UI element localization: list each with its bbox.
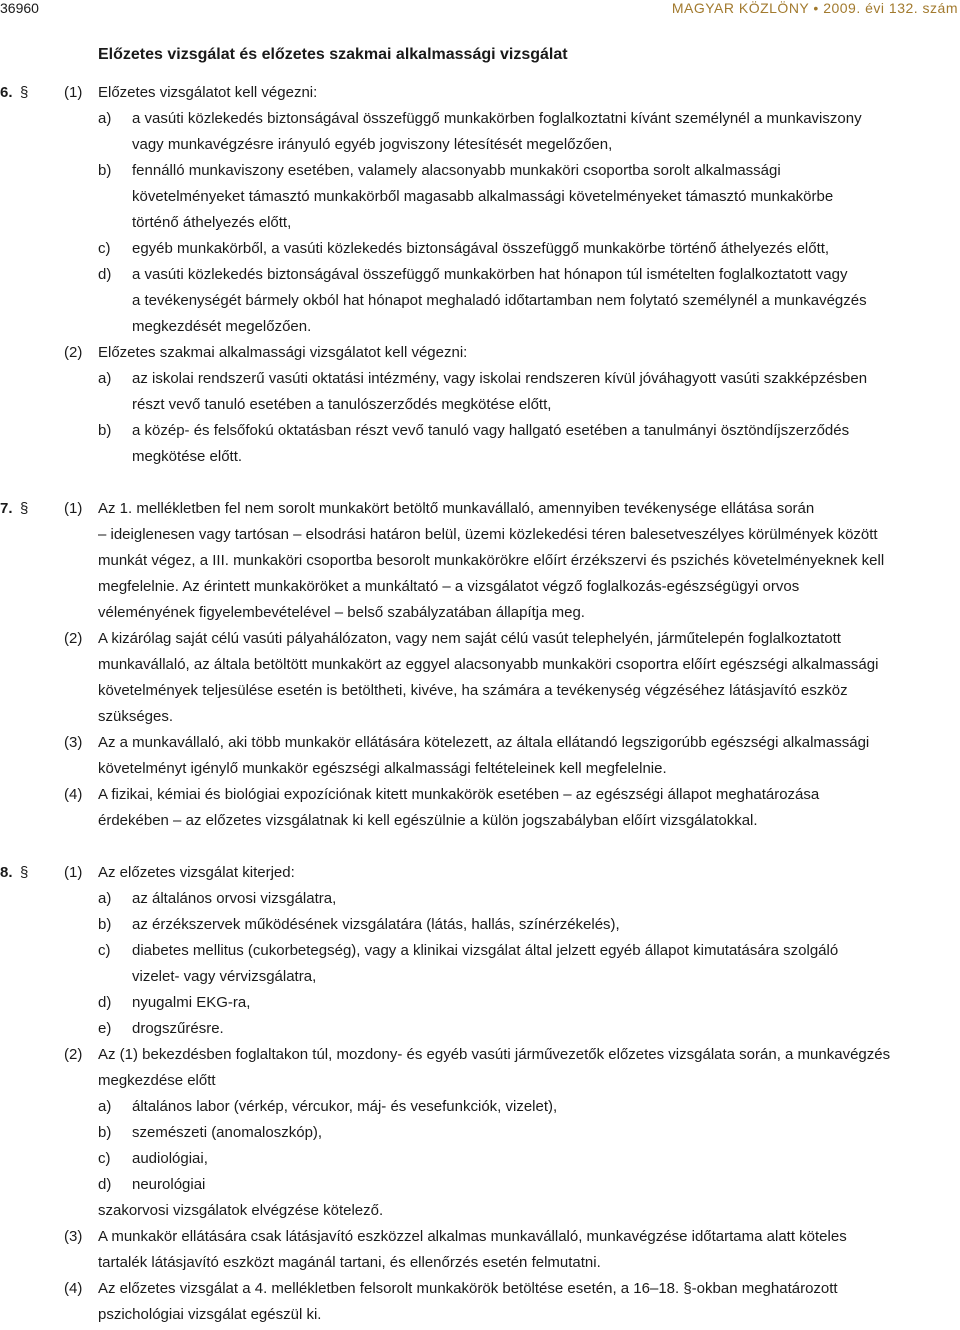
text-line	[0, 186, 960, 208]
paragraph-text: drogszűrésre.	[132, 1020, 224, 1037]
text-line	[0, 524, 960, 546]
point-label: c)	[98, 240, 111, 257]
section-number: 7.	[0, 500, 13, 517]
text-line	[0, 810, 960, 832]
text-line	[0, 420, 960, 442]
paragraph-text: az általános orvosi vizsgálatra,	[132, 890, 337, 907]
paragraph-number: (4)	[64, 1280, 83, 1297]
paragraph-text: véleményének figyelembevételével – belső szabályzatában állapítja meg.	[98, 604, 585, 621]
section-symbol: §	[20, 864, 29, 881]
paragraph-text: követelményeket támasztó munkakörből magasabb alkalmassági követelményeket támasztó munkakörbe	[132, 188, 834, 205]
paragraph-text: egyéb munkakörből, a vasúti közlekedés biztonságával összefüggő munkakörbe történő áthelyezés előtt,	[132, 240, 830, 257]
point-label: a)	[98, 110, 112, 127]
point-label: b)	[98, 1124, 112, 1141]
paragraph-text: A kizárólag saját célú vasúti pályahálózaton, vagy nem saját célú vasút telephelyén, járműtelepén foglalkoztatott	[98, 630, 841, 647]
paragraph-text: Előzetes szakmai alkalmassági vizsgálatot kell végezni:	[98, 344, 468, 361]
text-line	[0, 290, 960, 312]
text-line	[0, 680, 960, 702]
paragraph-text: megfelelnie. Az érintett munkaköröket a munkáltató – a vizsgálatot végző foglalkozás-egészségügyi orvos	[98, 578, 800, 595]
text-line	[0, 940, 960, 962]
paragraph-text: a vasúti közlekedés biztonságával összefüggő munkakörben hat hónapon túl ismételten foglalkoztatott vagy	[132, 266, 848, 283]
paragraph-text: audiológiai,	[132, 1150, 208, 1167]
text-line	[0, 394, 960, 416]
text-line	[0, 1044, 960, 1066]
text-line	[0, 1096, 960, 1118]
paragraph-text: a vasúti közlekedés biztonságával összefüggő munkakörben foglalkoztatni kívánt személynél a munkaviszony	[132, 110, 862, 127]
text-line	[0, 992, 960, 1014]
text-line	[0, 498, 960, 520]
text-line	[0, 706, 960, 728]
text-line	[0, 1252, 960, 1274]
point-label: d)	[98, 1176, 112, 1193]
section-title: Előzetes vizsgálat és előzetes szakmai alkalmassági vizsgálat	[98, 46, 568, 63]
text-line	[0, 732, 960, 754]
paragraph-text: pszichológiai vizsgálat egészül ki.	[98, 1306, 322, 1323]
text-line	[0, 134, 960, 156]
journal-title: MAGYAR KÖZLÖNY • 2009. évi 132. szám	[671, 0, 958, 16]
paragraph-text: Előzetes vizsgálatot kell végezni:	[98, 84, 318, 101]
text-line	[0, 108, 960, 130]
paragraph-number: (2)	[64, 344, 83, 361]
text-line	[0, 82, 960, 104]
paragraph-text: követelményt igénylő munkakör egészségi alkalmassági feltételeinek kell megfelelnie.	[98, 760, 667, 777]
point-label: b)	[98, 162, 112, 179]
paragraph-text: munkát végez, a III. munkaköri csoportba besorolt munkakörökre előírt érzékszervi és pszichés követelményeknek kell	[98, 552, 885, 569]
paragraph-number: (1)	[64, 84, 83, 101]
text-line	[0, 966, 960, 988]
section-symbol: §	[20, 84, 29, 101]
paragraph-text: a tevékenységét bármely okból hat hónapot meghaladó időtartamban nem folytató személynél a munkavégzés	[132, 292, 867, 309]
text-line	[0, 1148, 960, 1170]
text-line	[0, 446, 960, 468]
text-line	[0, 1226, 960, 1248]
section-number: 6.	[0, 84, 13, 101]
point-label: b)	[98, 916, 112, 933]
text-line	[0, 576, 960, 598]
text-line	[0, 654, 960, 676]
paragraph-text: érdekében – az előzetes vizsgálatnak ki kell egészülnie a külön jogszabályban előírt vizsgálatokkal.	[98, 812, 758, 829]
point-label: d)	[98, 266, 112, 283]
paragraph-number: (3)	[64, 1228, 83, 1245]
paragraph-text: Az (1) bekezdésben foglaltakon túl, mozdony- és egyéb vasúti járművezetők előzetes vizsgálata során, a munkavégzés	[98, 1046, 891, 1063]
text-line	[0, 316, 960, 338]
paragraph-text: általános labor (vérkép, vércukor, máj- és vesefunkciók, vizelet),	[132, 1098, 558, 1115]
text-line	[0, 550, 960, 572]
paragraph-text: megkezdése előtt	[98, 1072, 216, 1089]
point-label: b)	[98, 422, 112, 439]
text-line	[0, 238, 960, 260]
paragraph-number: (3)	[64, 734, 83, 751]
text-line	[0, 862, 960, 884]
paragraph-number: (1)	[64, 864, 83, 881]
text-line	[0, 1304, 960, 1326]
page-header	[0, 0, 960, 20]
point-label: d)	[98, 994, 112, 1011]
text-line	[0, 602, 960, 624]
paragraph-text: megkötése előtt.	[132, 448, 243, 465]
paragraph-text: szakorvosi vizsgálatok elvégzése kötelező.	[98, 1202, 384, 1219]
text-line	[0, 914, 960, 936]
paragraph-text: részt vevő tanuló esetében a tanulószerződés megkötése előtt,	[132, 396, 552, 413]
section-symbol: §	[20, 500, 29, 517]
text-line	[0, 160, 960, 182]
text-line	[0, 758, 960, 780]
paragraph-text: munkavállaló, az általa betöltött munkakört az eggyel alacsonyabb munkaköri csoportra előírt egészségi alkalmassági	[98, 656, 879, 673]
paragraph-text: vizelet- vagy vérvizsgálatra,	[132, 968, 317, 985]
paragraph-text: vagy munkavégzésre irányuló egyéb jogviszony létesítését megelőzően,	[132, 136, 613, 153]
paragraph-number: (2)	[64, 630, 83, 647]
page-number: 36960	[0, 0, 39, 16]
text-line	[0, 212, 960, 234]
text-line	[0, 342, 960, 364]
paragraph-text: szemészeti (anomaloszkóp),	[132, 1124, 323, 1141]
paragraph-number: (2)	[64, 1046, 83, 1063]
paragraph-text: az érzékszervek működésének vizsgálatára (látás, hallás, színérzékelés),	[132, 916, 620, 933]
text-line	[0, 1174, 960, 1196]
paragraph-text: tartalék látásjavító eszközt magánál tartani, és ellenőrzés esetén felmutatni.	[98, 1254, 601, 1271]
text-line	[0, 888, 960, 910]
paragraph-text: az iskolai rendszerű vasúti oktatási intézmény, vagy iskolai rendszeren kívül jóváhagyott vasúti szakképzésben	[132, 370, 868, 387]
paragraph-text: történő áthelyezés előtt,	[132, 214, 292, 231]
paragraph-text: A munkakör ellátására csak látásjavító eszközzel alkalmas munkavállaló, munkavégzése időtartama alatt köteles	[98, 1228, 847, 1245]
point-label: c)	[98, 1150, 111, 1167]
point-label: c)	[98, 942, 111, 959]
paragraph-text: szükséges.	[98, 708, 174, 725]
section-number: 8.	[0, 864, 13, 881]
text-line	[0, 628, 960, 650]
paragraph-number: (1)	[64, 500, 83, 517]
point-label: a)	[98, 1098, 112, 1115]
paragraph-text: a közép- és felsőfokú oktatásban részt vevő tanuló vagy hallgató esetében a tanulmányi ösztöndíjszerződés	[132, 422, 850, 439]
paragraph-text: neurológiai	[132, 1176, 206, 1193]
text-line	[0, 1122, 960, 1144]
text-line	[0, 1278, 960, 1300]
paragraph-text: Az előzetes vizsgálat a 4. mellékletben felsorolt munkakörök betöltése esetén, a 16–18. §-okban meghatározott	[98, 1280, 838, 1297]
point-label: a)	[98, 370, 112, 387]
text-line	[0, 368, 960, 390]
text-line	[0, 1018, 960, 1040]
paragraph-text: fennálló munkaviszony esetében, valamely alacsonyabb munkaköri csoportba sorolt alkalmassági	[132, 162, 781, 179]
paragraph-text: Az 1. mellékletben fel nem sorolt munkakört betöltő munkavállaló, amennyiben tevékenysége ellátása során	[98, 500, 815, 517]
paragraph-text: A fizikai, kémiai és biológiai expozíciónak kitett munkakörök esetében – az egészségi állapot meghatározása	[98, 786, 820, 803]
paragraph-text: Az a munkavállaló, aki több munkakör ellátására kötelezett, az általa ellátandó legszigorúbb egészségi alkalmassági	[98, 734, 870, 751]
point-label: a)	[98, 890, 112, 907]
text-line	[0, 264, 960, 286]
paragraph-number: (4)	[64, 786, 83, 803]
paragraph-text: nyugalmi EKG-ra,	[132, 994, 251, 1011]
paragraph-text: követelmények teljesülése esetén is betöltheti, kivéve, ha számára a tevékenység végzéséhez látásjavító eszköz	[98, 682, 848, 699]
text-line	[0, 1070, 960, 1092]
paragraph-text: megkezdését megelőzően.	[132, 318, 312, 335]
point-label: e)	[98, 1020, 112, 1037]
paragraph-text: – ideiglenesen vagy tartósan – elsodrási határon belül, üzemi közlekedési téren balesetveszélyes körülmények között	[98, 526, 878, 543]
text-line	[0, 784, 960, 806]
text-line	[0, 1200, 960, 1222]
paragraph-text: diabetes mellitus (cukorbetegség), vagy a klinikai vizsgálat által jelzett egyéb állapot kimutatására szolgáló	[132, 942, 839, 959]
paragraph-text: Az előzetes vizsgálat kiterjed:	[98, 864, 295, 881]
